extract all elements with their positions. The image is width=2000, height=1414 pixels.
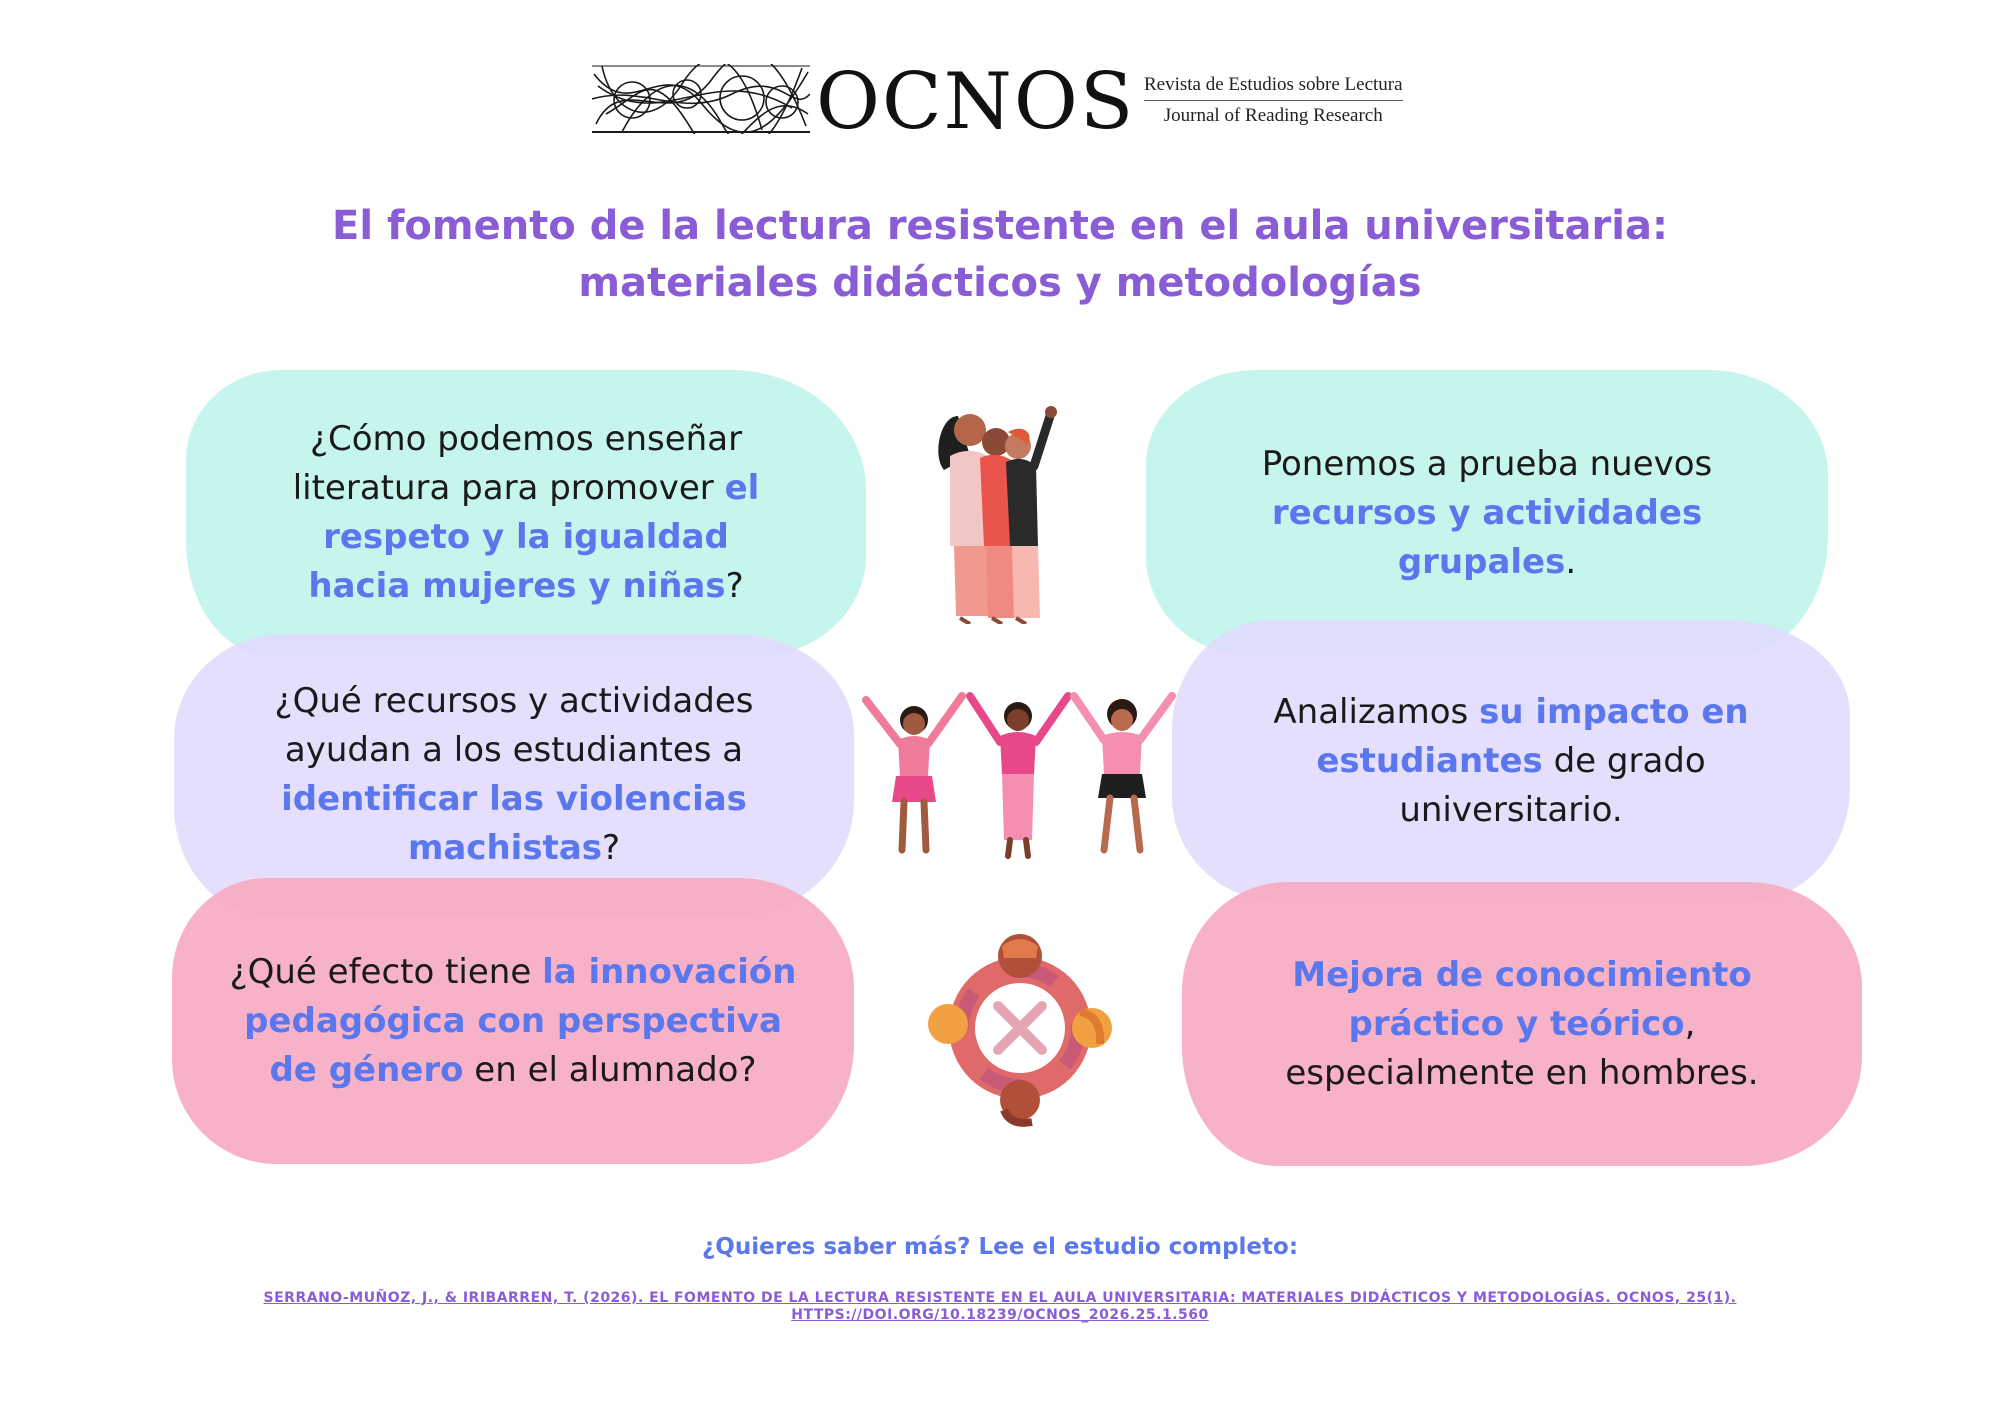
question-2-highlight: identificar las violencias machistas	[281, 779, 747, 868]
women-group-illustration-icon	[930, 396, 1080, 624]
citation-line-1[interactable]: SERRANO-MUÑOZ, J., & IRIBARREN, T. (2026). EL FOMENTO DE LA LECTURA RESISTENTE EN EL AULA UNIVERSITARIA: MATERIALES DIDÁCTICOS Y METODOLOGÍAS. OCNOS, 25(1).	[263, 1290, 1737, 1306]
question-card-2	[174, 634, 854, 916]
question-2-text: ¿Qué recursos y actividades ayudan a los estudiantes a	[274, 681, 754, 770]
journal-subtitle-es: Revista de Estudios sobre Lectura	[1144, 72, 1403, 101]
journal-subtitle-en: Journal of Reading Research	[1163, 105, 1383, 126]
scribble-logo-icon	[592, 64, 810, 134]
people-circle-illustration-icon	[920, 928, 1120, 1128]
citation-doi-link[interactable]: HTTPS://DOI.ORG/10.18239/OCNOS_2026.25.1.560	[791, 1307, 1209, 1323]
title-line-1: El fomento de la lectura resistente en el aula universitaria:	[332, 203, 1668, 249]
answer-1-highlight: recursos y actividades grupales	[1271, 492, 1703, 582]
answer-card-1	[1146, 370, 1828, 656]
journal-subtitle	[1144, 72, 1403, 129]
page-title	[0, 198, 2000, 312]
question-3-end: en el alumnado?	[463, 1049, 757, 1090]
question-3-text: ¿Qué efecto tiene	[229, 951, 543, 992]
journal-logo-text: OCNOS	[816, 57, 1136, 147]
answer-2-end: de grado universitario.	[1399, 740, 1706, 830]
read-more-prompt: ¿Quieres saber más? Lee el estudio completo:	[701, 1234, 1299, 1260]
question-1-text: ¿Cómo podemos enseñar literatura para promover	[292, 419, 743, 508]
answer-1-end: .	[1565, 541, 1577, 582]
question-1-highlight: el respeto y la igualdad hacia mujeres y niñas	[308, 468, 760, 606]
answer-card-3	[1182, 882, 1862, 1166]
question-2-end: ?	[602, 828, 621, 868]
answer-card-2	[1172, 620, 1850, 902]
answer-3-end: , especialmente en hombres.	[1285, 1003, 1759, 1093]
answer-2-highlight: su impacto en estudiantes	[1316, 691, 1749, 781]
question-card-3	[172, 878, 854, 1164]
question-1-end: ?	[725, 566, 744, 606]
answer-2-text: Analizamos	[1273, 691, 1480, 732]
girls-holding-hands-illustration-icon	[860, 690, 1178, 868]
question-card-1	[186, 370, 866, 656]
citation-link[interactable]	[0, 1290, 2000, 1324]
title-line-2: materiales didácticos y metodologías	[578, 260, 1422, 306]
answer-1-text: Ponemos a prueba nuevos	[1261, 443, 1713, 484]
question-3-highlight: la innovación pedagógica con perspectiva de género	[244, 951, 797, 1090]
answer-3-highlight: Mejora de conocimiento práctico y teórico	[1292, 954, 1752, 1044]
journal-header	[592, 58, 1452, 148]
